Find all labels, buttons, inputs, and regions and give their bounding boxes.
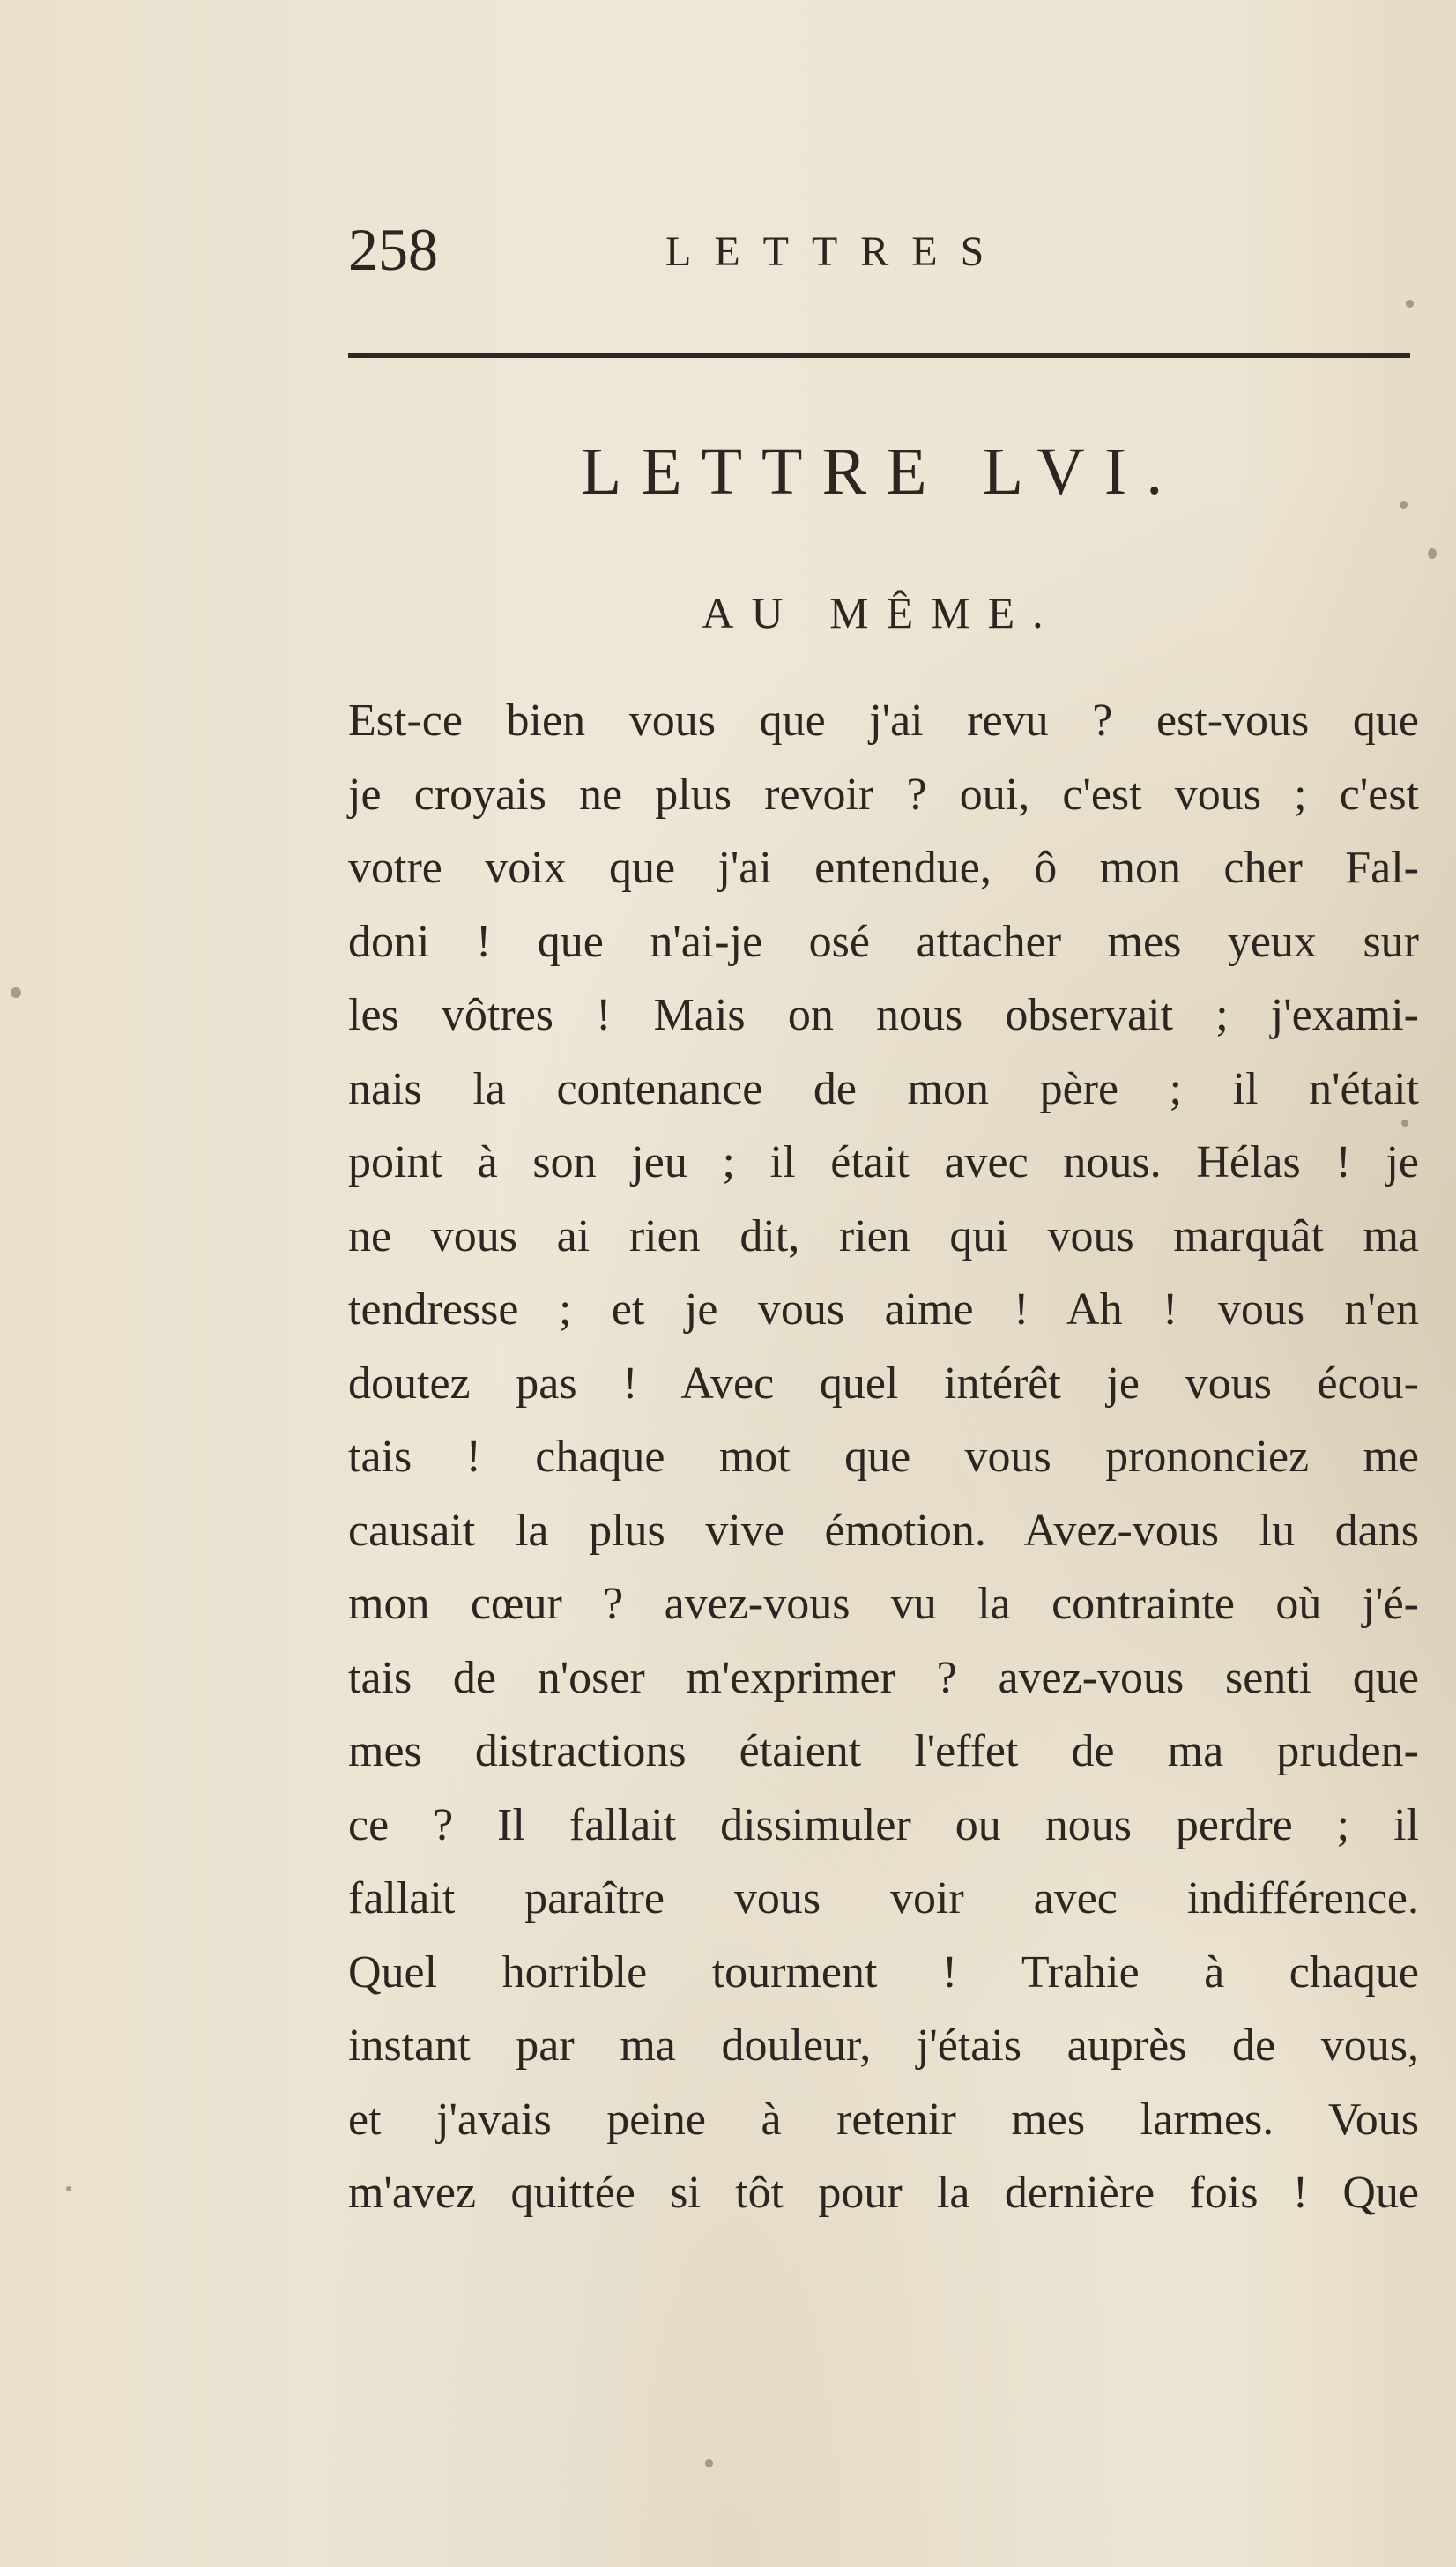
text-line: Est-ce bien vous que j'ai revu ? est-vous que xyxy=(348,696,1419,746)
header-rule xyxy=(348,353,1410,358)
text-line: point à son jeu ; il était avec nous. Hélas ! je xyxy=(348,1137,1419,1187)
text-line: nais la contenance de mon père ; il n'était xyxy=(348,1063,1419,1114)
paper-speck xyxy=(1428,548,1437,559)
paper-speck xyxy=(11,987,21,998)
paper-speck xyxy=(1401,1120,1408,1127)
text-line: tais ! chaque mot que vous prononciez me xyxy=(348,1432,1419,1482)
text-line: instant par ma douleur, j'étais auprès de vous, xyxy=(348,2020,1419,2071)
text-line: ce ? Il fallait dissimuler ou nous perdre ; il xyxy=(348,1799,1419,1850)
text-line: mon cœur ? avez-vous vu la contrainte où j'é- xyxy=(348,1579,1419,1629)
text-line: ne vous ai rien dit, rien qui vous marquât ma xyxy=(348,1210,1419,1261)
letter-title: LETTRE LVI. xyxy=(580,435,1183,509)
text-line: les vôtres ! Mais on nous observait ; j'exami- xyxy=(348,990,1419,1040)
paper-speck xyxy=(1406,300,1414,308)
page-number: 258 xyxy=(348,216,438,283)
text-line: mes distractions étaient l'effet de ma pruden- xyxy=(348,1726,1419,1776)
text-line: je croyais ne plus revoir ? oui, c'est vous ; c'est xyxy=(348,769,1419,820)
running-head xyxy=(348,210,1415,289)
letter-addressee: AU MÊME. xyxy=(702,588,1061,637)
letter-body xyxy=(348,684,1419,2230)
text-line: tais de n'oser m'exprimer ? avez-vous senti que xyxy=(348,1652,1419,1703)
paper-speck xyxy=(705,2459,713,2467)
text-line: tendresse ; et je vous aime ! Ah ! vous n'en xyxy=(348,1284,1419,1335)
text-line: fallait paraître vous voir avec indifférence. xyxy=(348,1873,1419,1923)
text-line: Quel horrible tourment ! Trahie à chaque xyxy=(348,1946,1419,1998)
text-line: et j'avais peine à retenir mes larmes. Vous xyxy=(348,2094,1419,2145)
text-line: m'avez quittée si tôt pour la dernière fois ! Que xyxy=(348,2168,1419,2218)
text-line: votre voix que j'ai entendue, ô mon cher Fal- xyxy=(348,843,1419,893)
text-line: causait la plus vive émotion. Avez-vous lu dans xyxy=(348,1505,1419,1556)
paper-speck xyxy=(1400,501,1408,509)
paper-speck xyxy=(66,2186,71,2191)
running-title: LETTRES xyxy=(665,228,1007,275)
text-line: doutez pas ! Avec quel intérêt je vous écou- xyxy=(348,1358,1419,1409)
text-line: doni ! que n'ai-je osé attacher mes yeux sur xyxy=(348,916,1419,967)
